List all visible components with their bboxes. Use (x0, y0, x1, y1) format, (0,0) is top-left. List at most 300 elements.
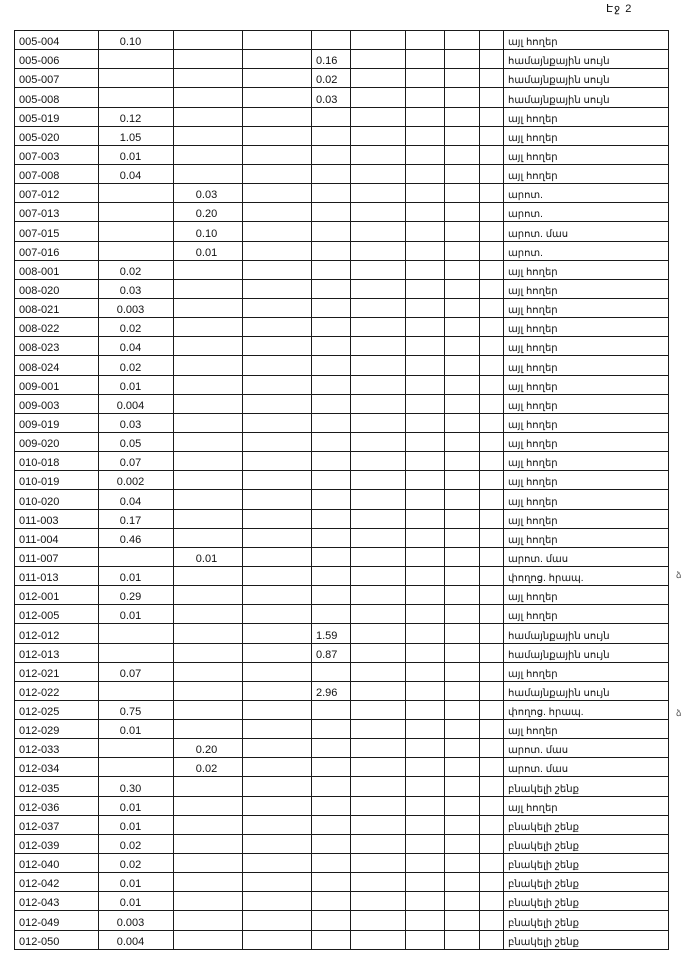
area-col2-cell (174, 873, 243, 892)
area-col4-cell (312, 758, 351, 777)
land-use-cell: այլ հողեր (504, 528, 669, 547)
empty-cell (445, 681, 480, 700)
empty-cell (445, 605, 480, 624)
empty-cell (243, 873, 312, 892)
area-col1-cell: 0.01 (99, 566, 174, 585)
empty-cell (406, 126, 445, 145)
empty-cell (445, 700, 480, 719)
land-use-cell: համայնքային սույն (504, 88, 669, 107)
table-row (15, 586, 669, 605)
parcel-code-cell: 011-003 (15, 509, 99, 528)
area-col4-cell (312, 739, 351, 758)
empty-cell (445, 528, 480, 547)
empty-cell (406, 413, 445, 432)
empty-cell (243, 662, 312, 681)
table-row (15, 892, 669, 911)
parcel-code-cell: 007-008 (15, 164, 99, 183)
area-col1-cell (99, 69, 174, 88)
area-col4-cell (312, 31, 351, 50)
empty-cell (351, 260, 406, 279)
empty-cell (406, 873, 445, 892)
empty-cell (351, 107, 406, 126)
empty-cell (351, 394, 406, 413)
empty-cell (480, 490, 504, 509)
parcel-code-cell: 012-033 (15, 739, 99, 758)
parcel-code-cell: 008-022 (15, 318, 99, 337)
empty-cell (351, 298, 406, 317)
parcel-code-cell: 005-020 (15, 126, 99, 145)
land-use-cell: արոտ. (504, 241, 669, 260)
area-col4-cell (312, 337, 351, 356)
empty-cell (406, 356, 445, 375)
page-number: Էջ 2 (606, 3, 633, 15)
area-col1-cell: 0.46 (99, 528, 174, 547)
area-col1-cell (99, 203, 174, 222)
land-use-cell: արոտ. (504, 184, 669, 203)
empty-cell (406, 394, 445, 413)
empty-cell (445, 873, 480, 892)
parcel-code-cell: 012-042 (15, 873, 99, 892)
empty-cell (351, 624, 406, 643)
land-use-cell: արոտ. (504, 203, 669, 222)
empty-cell (480, 69, 504, 88)
table-row (15, 413, 669, 432)
area-col2-cell (174, 834, 243, 853)
parcel-code-cell: 005-019 (15, 107, 99, 126)
area-col1-cell (99, 739, 174, 758)
parcel-code-cell: 012-013 (15, 643, 99, 662)
land-use-cell: փողոց. հրապ. (504, 700, 669, 719)
area-col2-cell (174, 279, 243, 298)
area-col2-cell (174, 50, 243, 69)
area-col2-cell (174, 662, 243, 681)
area-col4-cell (312, 873, 351, 892)
land-use-cell: այլ հողեր (504, 145, 669, 164)
empty-cell (351, 184, 406, 203)
land-use-cell: արոտ. մաս (504, 739, 669, 758)
table-row (15, 69, 669, 88)
area-col2-cell (174, 413, 243, 432)
table-row (15, 318, 669, 337)
area-col4-cell (312, 452, 351, 471)
empty-cell (243, 88, 312, 107)
area-col4-cell (312, 586, 351, 605)
area-col2-cell (174, 911, 243, 930)
parcel-code-cell: 009-003 (15, 394, 99, 413)
empty-cell (351, 930, 406, 949)
empty-cell (445, 758, 480, 777)
empty-cell (406, 452, 445, 471)
empty-cell (406, 471, 445, 490)
area-col1-cell: 0.01 (99, 815, 174, 834)
area-col1-cell: 0.03 (99, 413, 174, 432)
empty-cell (480, 854, 504, 873)
area-col4-cell (312, 394, 351, 413)
empty-cell (445, 164, 480, 183)
area-col2-cell (174, 69, 243, 88)
empty-cell (351, 50, 406, 69)
table-row (15, 337, 669, 356)
empty-cell (243, 586, 312, 605)
empty-cell (445, 298, 480, 317)
empty-cell (406, 586, 445, 605)
empty-cell (480, 432, 504, 451)
empty-cell (351, 279, 406, 298)
area-col4-cell: 0.87 (312, 643, 351, 662)
empty-cell (351, 777, 406, 796)
empty-cell (351, 413, 406, 432)
empty-cell (351, 356, 406, 375)
land-use-cell: համայնքային սույն (504, 681, 669, 700)
area-col4-cell (312, 854, 351, 873)
area-col4-cell: 2.96 (312, 681, 351, 700)
area-col4-cell: 0.03 (312, 88, 351, 107)
table-row (15, 184, 669, 203)
area-col4-cell (312, 911, 351, 930)
land-use-cell: այլ հողեր (504, 375, 669, 394)
area-col4-cell (312, 528, 351, 547)
empty-cell (445, 834, 480, 853)
area-col4-cell (312, 241, 351, 260)
parcel-code-cell: 008-023 (15, 337, 99, 356)
empty-cell (480, 50, 504, 69)
empty-cell (406, 375, 445, 394)
land-use-cell: այլ հողեր (504, 432, 669, 451)
area-col2-cell (174, 471, 243, 490)
empty-cell (406, 605, 445, 624)
area-col2-cell (174, 624, 243, 643)
area-col4-cell (312, 413, 351, 432)
empty-cell (480, 586, 504, 605)
empty-cell (351, 681, 406, 700)
empty-cell (480, 930, 504, 949)
empty-cell (351, 586, 406, 605)
parcel-code-cell: 009-020 (15, 432, 99, 451)
parcel-code-cell: 005-008 (15, 88, 99, 107)
parcel-code-cell: 009-001 (15, 375, 99, 394)
parcel-code-cell: 012-035 (15, 777, 99, 796)
empty-cell (480, 375, 504, 394)
empty-cell (480, 605, 504, 624)
area-col4-cell (312, 279, 351, 298)
area-col4-cell (312, 260, 351, 279)
empty-cell (243, 758, 312, 777)
empty-cell (445, 394, 480, 413)
parcel-code-cell: 012-040 (15, 854, 99, 873)
area-col1-cell: 0.04 (99, 164, 174, 183)
empty-cell (480, 241, 504, 260)
parcel-code-cell: 012-001 (15, 586, 99, 605)
area-col1-cell: 0.07 (99, 662, 174, 681)
area-col2-cell: 0.10 (174, 222, 243, 241)
land-use-cell: այլ հողեր (504, 260, 669, 279)
area-col1-cell: 0.10 (99, 31, 174, 50)
empty-cell (243, 164, 312, 183)
area-col4-cell (312, 700, 351, 719)
empty-cell (351, 796, 406, 815)
area-col1-cell (99, 547, 174, 566)
empty-cell (406, 930, 445, 949)
empty-cell (243, 222, 312, 241)
empty-cell (243, 528, 312, 547)
empty-cell (480, 834, 504, 853)
empty-cell (351, 739, 406, 758)
table-row (15, 107, 669, 126)
empty-cell (480, 509, 504, 528)
table-row (15, 279, 669, 298)
table-row (15, 203, 669, 222)
empty-cell (351, 605, 406, 624)
land-use-cell: այլ հողեր (504, 662, 669, 681)
empty-cell (445, 413, 480, 432)
empty-cell (243, 739, 312, 758)
empty-cell (406, 88, 445, 107)
area-col1-cell: 0.02 (99, 356, 174, 375)
empty-cell (243, 643, 312, 662)
land-use-cell: այլ հողեր (504, 394, 669, 413)
empty-cell (445, 69, 480, 88)
empty-cell (406, 69, 445, 88)
area-col2-cell: 0.03 (174, 184, 243, 203)
area-col4-cell: 0.16 (312, 50, 351, 69)
area-col2-cell (174, 892, 243, 911)
empty-cell (243, 318, 312, 337)
area-col1-cell: 0.01 (99, 605, 174, 624)
area-col4-cell: 0.02 (312, 69, 351, 88)
parcel-code-cell: 005-006 (15, 50, 99, 69)
table-body (15, 31, 669, 950)
table-row (15, 375, 669, 394)
empty-cell (480, 528, 504, 547)
parcel-code-cell: 007-012 (15, 184, 99, 203)
empty-cell (480, 873, 504, 892)
parcel-code-cell: 012-022 (15, 681, 99, 700)
empty-cell (243, 126, 312, 145)
table-row (15, 509, 669, 528)
land-use-cell: համայնքային սույն (504, 69, 669, 88)
empty-cell (406, 739, 445, 758)
empty-cell (351, 720, 406, 739)
table-row (15, 815, 669, 834)
table-row (15, 452, 669, 471)
land-use-cell: այլ հողեր (504, 490, 669, 509)
empty-cell (351, 528, 406, 547)
table-row (15, 432, 669, 451)
area-col1-cell: 0.04 (99, 337, 174, 356)
area-col4-cell: 1.59 (312, 624, 351, 643)
land-use-cell: արոտ. մաս (504, 547, 669, 566)
land-use-cell: այլ հողեր (504, 471, 669, 490)
empty-cell (243, 796, 312, 815)
empty-cell (406, 222, 445, 241)
area-col1-cell (99, 241, 174, 260)
empty-cell (445, 720, 480, 739)
empty-cell (406, 854, 445, 873)
land-use-cell: այլ հողեր (504, 413, 669, 432)
area-col4-cell (312, 222, 351, 241)
parcel-code-cell: 010-018 (15, 452, 99, 471)
table-row (15, 241, 669, 260)
area-col2-cell: 0.01 (174, 241, 243, 260)
area-col4-cell (312, 471, 351, 490)
empty-cell (406, 432, 445, 451)
table-row (15, 834, 669, 853)
empty-cell (406, 31, 445, 50)
empty-cell (480, 298, 504, 317)
empty-cell (406, 260, 445, 279)
empty-cell (351, 490, 406, 509)
empty-cell (480, 892, 504, 911)
empty-cell (351, 203, 406, 222)
empty-cell (480, 911, 504, 930)
empty-cell (243, 681, 312, 700)
empty-cell (406, 145, 445, 164)
area-col4-cell (312, 930, 351, 949)
area-col4-cell (312, 318, 351, 337)
empty-cell (243, 241, 312, 260)
empty-cell (243, 700, 312, 719)
area-col1-cell: 0.17 (99, 509, 174, 528)
empty-cell (243, 605, 312, 624)
area-col4-cell (312, 566, 351, 585)
land-use-cell: արոտ. մաս (504, 222, 669, 241)
empty-cell (351, 432, 406, 451)
empty-cell (351, 662, 406, 681)
empty-cell (351, 834, 406, 853)
table-row (15, 662, 669, 681)
parcel-code-cell: 008-021 (15, 298, 99, 317)
parcel-code-cell: 005-007 (15, 69, 99, 88)
area-col2-cell (174, 31, 243, 50)
empty-cell (480, 452, 504, 471)
parcel-code-cell: 008-024 (15, 356, 99, 375)
empty-cell (480, 337, 504, 356)
parcel-code-cell: 012-005 (15, 605, 99, 624)
area-col4-cell (312, 203, 351, 222)
area-col2-cell (174, 432, 243, 451)
empty-cell (480, 203, 504, 222)
table-row (15, 643, 669, 662)
empty-cell (351, 471, 406, 490)
area-col2-cell (174, 509, 243, 528)
empty-cell (243, 777, 312, 796)
area-col2-cell: 0.20 (174, 203, 243, 222)
empty-cell (243, 413, 312, 432)
empty-cell (351, 375, 406, 394)
area-col1-cell: 0.02 (99, 260, 174, 279)
area-col2-cell (174, 145, 243, 164)
empty-cell (351, 873, 406, 892)
empty-cell (351, 318, 406, 337)
area-col2-cell (174, 815, 243, 834)
empty-cell (243, 107, 312, 126)
table-row (15, 700, 669, 719)
area-col1-cell: 0.01 (99, 375, 174, 394)
empty-cell (243, 854, 312, 873)
parcel-code-cell: 012-050 (15, 930, 99, 949)
area-col2-cell (174, 720, 243, 739)
empty-cell (243, 490, 312, 509)
area-col4-cell (312, 605, 351, 624)
empty-cell (406, 318, 445, 337)
parcel-code-cell: 012-029 (15, 720, 99, 739)
table-row (15, 605, 669, 624)
empty-cell (480, 184, 504, 203)
empty-cell (243, 471, 312, 490)
empty-cell (445, 892, 480, 911)
table-row (15, 471, 669, 490)
empty-cell (445, 547, 480, 566)
parcel-code-cell: 012-039 (15, 834, 99, 853)
empty-cell (406, 203, 445, 222)
parcel-code-cell: 012-043 (15, 892, 99, 911)
area-col1-cell: 0.004 (99, 930, 174, 949)
table-row (15, 777, 669, 796)
parcel-code-cell: 010-020 (15, 490, 99, 509)
empty-cell (243, 356, 312, 375)
area-col1-cell: 0.02 (99, 854, 174, 873)
empty-cell (480, 566, 504, 585)
empty-cell (406, 815, 445, 834)
land-use-cell: այլ հողեր (504, 796, 669, 815)
area-col1-cell (99, 681, 174, 700)
empty-cell (445, 31, 480, 50)
land-use-cell: բնակելի շենք (504, 892, 669, 911)
empty-cell (445, 126, 480, 145)
empty-cell (406, 241, 445, 260)
parcel-code-cell: 010-019 (15, 471, 99, 490)
empty-cell (243, 509, 312, 528)
empty-cell (480, 318, 504, 337)
area-col1-cell (99, 184, 174, 203)
area-col1-cell (99, 88, 174, 107)
area-col2-cell (174, 356, 243, 375)
margin-mark: ձ (676, 570, 682, 580)
area-col4-cell (312, 432, 351, 451)
table-row (15, 739, 669, 758)
table-row (15, 720, 669, 739)
area-col1-cell: 0.07 (99, 452, 174, 471)
table-row (15, 88, 669, 107)
empty-cell (445, 490, 480, 509)
area-col2-cell (174, 260, 243, 279)
table-row (15, 758, 669, 777)
empty-cell (406, 184, 445, 203)
empty-cell (445, 854, 480, 873)
area-col2-cell (174, 126, 243, 145)
land-use-cell: բնակելի շենք (504, 930, 669, 949)
land-use-cell: բնակելի շենք (504, 834, 669, 853)
table-row (15, 547, 669, 566)
empty-cell (243, 452, 312, 471)
empty-cell (406, 298, 445, 317)
area-col2-cell (174, 586, 243, 605)
land-use-cell: բնակելի շենք (504, 854, 669, 873)
land-use-cell: այլ հողեր (504, 356, 669, 375)
area-col2-cell (174, 700, 243, 719)
parcel-code-cell: 011-013 (15, 566, 99, 585)
area-col1-cell (99, 758, 174, 777)
area-col4-cell (312, 490, 351, 509)
area-col1-cell: 0.29 (99, 586, 174, 605)
area-col4-cell (312, 145, 351, 164)
empty-cell (406, 796, 445, 815)
area-col4-cell (312, 777, 351, 796)
empty-cell (480, 758, 504, 777)
empty-cell (445, 337, 480, 356)
area-col2-cell (174, 643, 243, 662)
land-use-cell: արոտ. մաս (504, 758, 669, 777)
